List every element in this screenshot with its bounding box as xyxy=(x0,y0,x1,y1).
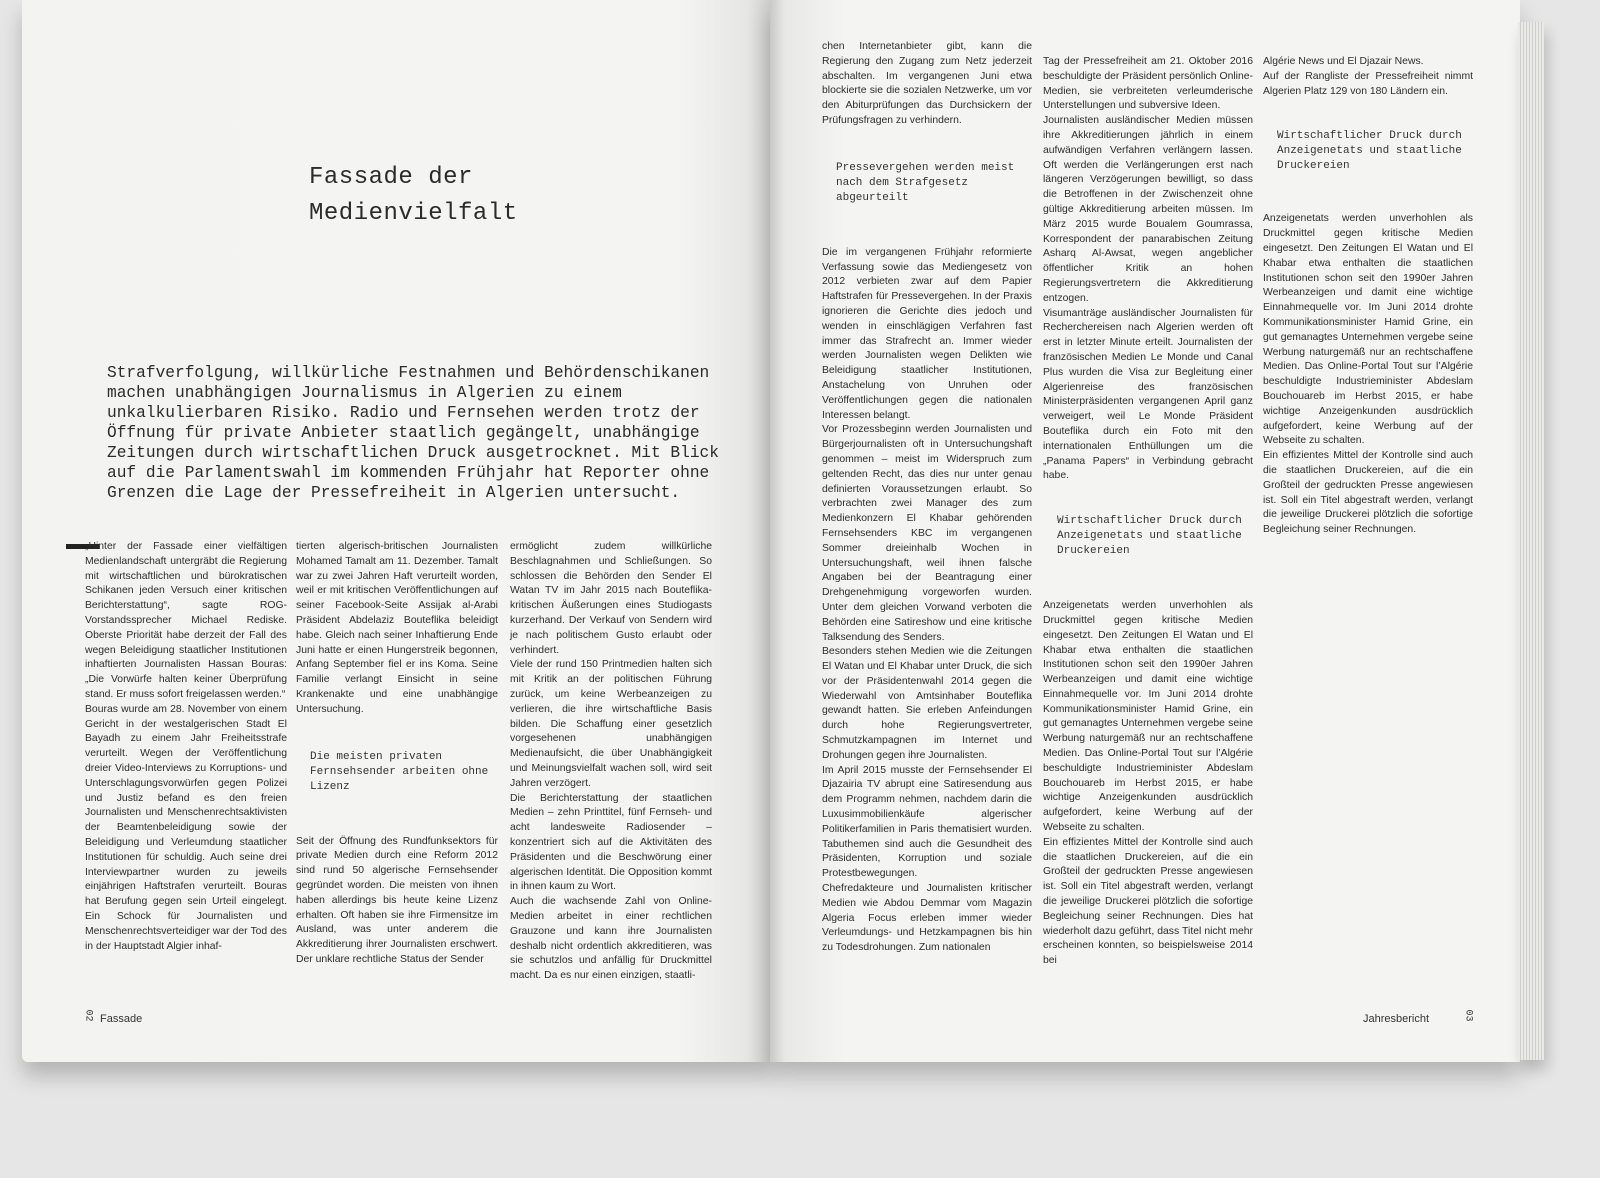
paragraph: Auf der Rangliste der Pressefreiheit nimmt Algerien Platz 129 von 180 Ländern ein. xyxy=(1263,70,1473,97)
paragraph: Besonders stehen Medien wie die Zeitungen El Watan und El Khabar unter Druck, die sich vor der Präsidentenwahl 2014 gegen die Wiederwahl von Amtsinhaber Bouteflika gewandt hatten. Sie erleben Anfeindungen durch hohe Regierungsvertreter, Schmutzkampagnen im Internet und Drohungen gegen ihre Journalisten. xyxy=(822,646,1032,761)
page-edges xyxy=(1518,22,1544,1060)
paragraph: Im April 2015 musste der Fernsehsender El Djazairia TV abrupt eine Satiresendung aus dem Programm nehmen, nachdem darin die Luxusimmobilienkäufe algerischer Politikerfamilien in Paris thematisiert wurden. Tabuthemen sind auch die Gesundheit des Präsidenten, Korruption und soziale Protestbewegungen. xyxy=(822,764,1032,880)
paragraph: Anzeigenetats werden unverhohlen als Druckmittel gegen kritische Medien eingesetzt. Den Zeitungen El Watan und El Khabar etwa enthalten die staatlichen Institutionen schon seit den 1990er Jahren Werbeanzeigen und damit eine wichtige Einnahmequelle vor. Im Juni 2014 drohte Kommunikationsminister Hamid Grine, ein gut gemanagtes Unternehmen vergebe seine Werbung naturgemäß nur an rechtschaffene Medien. Das Online-Portal Tout sur l’Algérie beschuldigte Industrieminister Abdeslam Bouchouareb im Herbst 2015, er habe wichtige Anzeigenkunden ausdrücklich aufgefordert, keine Werbung auf der Webseite zu schalten. xyxy=(1263,213,1473,447)
paragraph: Auch die wachsende Zahl von Online-Medien arbeitet in einer rechtlichen Grauzone und kann ihre Journalisten deshalb nicht ordentlich akkreditieren, was sie schutzlos und anfällig für Druckmittel macht. Da es nur einen einzigen, staatli- xyxy=(510,896,712,982)
paragraph: ermöglicht zudem willkürliche Beschlagnahmen und Schließungen. So schlossen die Behörden den Sender El Watan TV im Jahr 2015 nach Bouteflika-kritischen Äußerungen eines Studiogasts kurzerhand. Der Verkauf von Sendern wird je nach politischem Gusto erlaubt oder verhindert. xyxy=(510,541,712,656)
paragraph: Ein effizientes Mittel der Kontrolle sind auch die staatlichen Druckereien, auf die ein Großteil der gedruckten Presse angewiesen ist. Soll ein Titel abgestraft werden, verlangt die jeweilige Druckerei plötzlich die sofortige Begleichung seiner Rechnungen. xyxy=(1263,450,1473,536)
paragraph: Chefredakteure und Journalisten kritischer Medien wie Abdou Demmar vom Magazin Algeria Focus erleben immer wieder Verleumdungs- und Hetzkampagnen bis hin zu Todesdrohungen. Zum nationalen xyxy=(822,883,1032,954)
paragraph: Die Berichterstattung der staatlichen Medien – zehn Printtitel, fünf Fernseh- und acht landesweite Radiosender – konzentriert sich auf die Aktivitäten des Präsidenten und die Beschwörung einer algerischen Identität. Die Opposition kommt in ihnen kaum zu Wort. xyxy=(510,792,712,893)
pull-quote: Wirtschaftlicher Druck durch Anzeigenetats und staatliche Druckereien xyxy=(1277,130,1462,173)
paragraph: chen Internetanbieter gibt, kann die Regierung den Zugang zum Netz jederzeit abschalten. Im vergangenen Juni etwa blockierte sie die sozialen Netzwerke, um vor den Abiturprüfungen das Durchsickern der Prüfungsfragen zu verhindern. xyxy=(822,41,1032,126)
left-column-1 xyxy=(85,540,287,960)
pull-quote: Wirtschaftlicher Druck durch Anzeigenetats und staatliche Druckereien xyxy=(1057,515,1242,558)
paragraph: Tag der Pressefreiheit am 21. Oktober 2016 beschuldigte der Präsident persönlich Online-Medien, sie verbreiteten verleumderische Unterstellungen und subversive Ideen. xyxy=(1043,56,1253,112)
section-label-left: Fassade xyxy=(100,1013,143,1025)
left-column-2 xyxy=(296,540,498,965)
right-column-1 xyxy=(822,40,1032,960)
paragraph: Viele der rund 150 Printmedien halten sich mit Kritik an der politischen Führung zurück, um keine Werbeanzeigen zu verlieren, die ihre wirtschaftliche Basis bilden. Die Schaffung einer gesetzlich vorgesehenen unabhängigen Medienaufsicht, die über Unabhängigkeit und Meinungsvielfalt wachen soll, wird seit Jahren verzögert. xyxy=(510,659,712,789)
paragraph: Anzeigenetats werden unverhohlen als Druckmittel gegen kritische Medien eingesetzt. Den Zeitungen El Watan und El Khabar etwa enthalten die staatlichen Institutionen schon seit den 1990er Jahren Werbeanzeigen und damit eine wichtige Einnahmequelle vor. Im Juni 2014 drohte Kommunikationsminister Hamid Grine, ein gut gemanagtes Unternehmen vergebe seine Werbung naturgemäß nur an rechtschaffene Medien. Das Online-Portal Tout sur l’Algérie beschuldigte Industrieminister Abdeslam Bouchouareb im Herbst 2015, er habe wichtige Anzeigenkunden ausdrücklich aufgefordert, keine Werbung auf der Webseite zu schalten. xyxy=(1043,600,1253,834)
title-line-2: Medienvielfalt xyxy=(309,200,518,227)
right-column-2 xyxy=(1043,55,1253,967)
section-label-right: Jahresbericht xyxy=(1363,1013,1430,1025)
article-title xyxy=(309,160,518,232)
pull-quote: Die meisten privaten Fernsehsender arbeiten ohne Lizenz xyxy=(310,750,489,793)
lead-paragraph: Strafverfolgung, willkürliche Festnahmen und Behördenschikanen machen unabhängigen Journalismus in Algerien zu einem unkalkulierbaren Risiko. Radio und Fernsehen werden trotz der Öffnung für private Anbieter staatlich gegängelt, unabhängige Zeitungen durch wirtschaftlichen Druck ausgetrocknet. Mit Blick auf die Parlamentswahl im kommenden Frühjahr hat Reporter ohne Grenzen die Lage der Pressefreiheit in Algerien untersucht. xyxy=(107,364,719,502)
paragraph: Journalisten ausländischer Medien müssen ihre Akkreditierungen jährlich in einem aufwändigen Verfahren verlängern lassen. Oft werden die Verlängerungen erst nach längeren Verzögerungen bewilligt, so dass die Betroffenen in der Zwischenzeit ohne gültige Akkreditierung arbeiten müssen. Im März 2015 wurde Boualem Goumrassa, Korrespondent der panarabischen Zeitung Asharq Al-Awsat, wegen angeblicher öffentlicher Kritik an hohen Regierungsvertretern die Akkreditierung entzogen. xyxy=(1043,115,1253,304)
title-line-1: Fassade der xyxy=(309,164,473,191)
paragraph: Algérie News und El Djazair News. xyxy=(1263,56,1424,67)
paragraph: Vor Prozessbeginn werden Journalisten und Bürgerjournalisten oft in Untersuchungshaft genommen – meist im Widerspruch zum geltenden Recht, das dies nur unter genau definierten Voraussetzungen erlaubt. So verbrachten zwei Manager des zum Medienkonzern El Khabar gehörenden Fernsehsenders KBC im vergangenen Sommer dreieinhalb Wochen in Untersuchungshaft, weil ihnen falsche Angaben bei der Beantragung einer Drehgenehmigung vorgeworfen wurden. Unter dem gleichen Vorwand verboten die Behörden eine Satireshow und eine kritische Talksendung des Senders. xyxy=(822,424,1032,643)
page-number-left: 02 xyxy=(82,1009,94,1022)
pull-quote: Pressevergehen werden meist nach dem Strafgesetz abgeurteilt xyxy=(836,161,1015,204)
paragraph: Ein effizientes Mittel der Kontrolle sind auch die staatlichen Druckereien, auf die ein Großteil der gedruckten Presse angewiesen ist. Soll ein Titel abgestraft werden, verlangt die jeweilige Druckerei plötzlich die sofortige Begleichung seiner Rechnungen. Dies hat wiederholt dazu geführt, dass Titel nicht mehr erscheinen konnten, so beispielsweise 2014 bei xyxy=(1043,836,1253,967)
paragraph: „Hinter der Fassade einer vielfältigen Medienlandschaft untergräbt die Regierung mit wirtschaftlichen und bürokratischen Schikanen jeden Versuch einer kritischen Berichterstattung“, sagte ROG-Vorstandssprecher Michael Rediske. Oberste Priorität habe derzeit der Fall des wegen Beleidigung staatlicher Institutionen inhaftierten Journalisten Hassan Bouras: „Die Vorwürfe halten keiner Überprüfung stand. Er muss sofort freigelassen werden.“ xyxy=(85,541,287,700)
right-column-3 xyxy=(1263,55,1473,555)
page-number-right: 03 xyxy=(1462,1009,1474,1022)
paragraph: Visumanträge ausländischer Journalisten für Recherchereisen nach Algerien werden oft erst in letzter Minute erteilt. Journalisten der französischen Medien Le Monde und Canal Plus wurden die Visa zur Begleitung einer Algerienreise des französischen Ministerpräsidenten vergangenen April ganz verweigert, weil Le Monde Präsident Bouteflika durch ein Foto mit den internationalen Enthüllungen um die „Panama Papers“ in Verbindung gebracht habe. xyxy=(1043,307,1253,482)
left-column-3 xyxy=(510,540,712,982)
paragraph: tierten algerisch-britischen Journalisten Mohamed Tamalt am 11. Dezember. Tamalt war zu zwei Jahren Haft verurteilt worden, weil er mit kritischen Veröffentlichungen auf seiner Facebook-Seite Assijak al-Arabi Präsident Abdelaziz Bouteflika beleidigt habe. Gleich nach seiner Inhaftierung Ende Juni hatte er einen Hungerstreik begonnen, Anfang September fiel er ins Koma. Seine Familie verlangt Einsicht in seine Krankenakte und eine unabhängige Untersuchung. xyxy=(296,541,498,715)
paragraph: Die im vergangenen Frühjahr reformierte Verfassung sowie das Mediengesetz von 2012 verbieten zwar auf dem Papier Haftstrafen für Pressevergehen. In der Praxis ignorieren die Gerichte dies jedoch und wenden in einschlägigen Verfahren fast immer das Strafrecht an. Immer wieder werden Journalisten wegen Delikten wie Beleidigung staatlicher Institutionen, Anstachelung von Unruhen oder Veröffentlichungen gegen die nationalen Interessen belangt. xyxy=(822,246,1032,421)
paragraph: Seit der Öffnung des Rundfunksektors für private Medien durch eine Reform 2012 sind rund 50 algerische Fernsehsender gegründet worden. Die meisten von ihnen haben allerdings bis heute keine Lizenz erhalten. Oft haben sie ihre Firmensitze im Ausland, was unter anderem die Akkreditierung ihrer Journalisten erschwert. Der unklare rechtliche Status der Sender xyxy=(296,835,498,965)
paragraph: Bouras wurde am 28. November von einem Gericht in der westalgerischen Stadt El Bayadh zu einem Jahr Freiheitsstrafe verurteilt. Wegen der Veröffentlichung dreier Video-Interviews zu Korruptions- und Unterschlagungsvorwürfen gegen Polizei und Justiz befand es den freien Journalisten und Menschenrechtsaktivisten der Beamtenbeleidigung sowie der Beleidigung und Verleumdung staatlicher Institutionen für schuldig. Auch seine drei Interviewpartner wurden zu jeweils einjährigen Haftstrafen verurteilt. Bouras hat Berufung gegen sein Urteil eingelegt. Ein Schock für Journalisten und Menschenrechtsverteidiger war der Tod des in der Hauptstadt Algier inhaf- xyxy=(85,703,287,952)
